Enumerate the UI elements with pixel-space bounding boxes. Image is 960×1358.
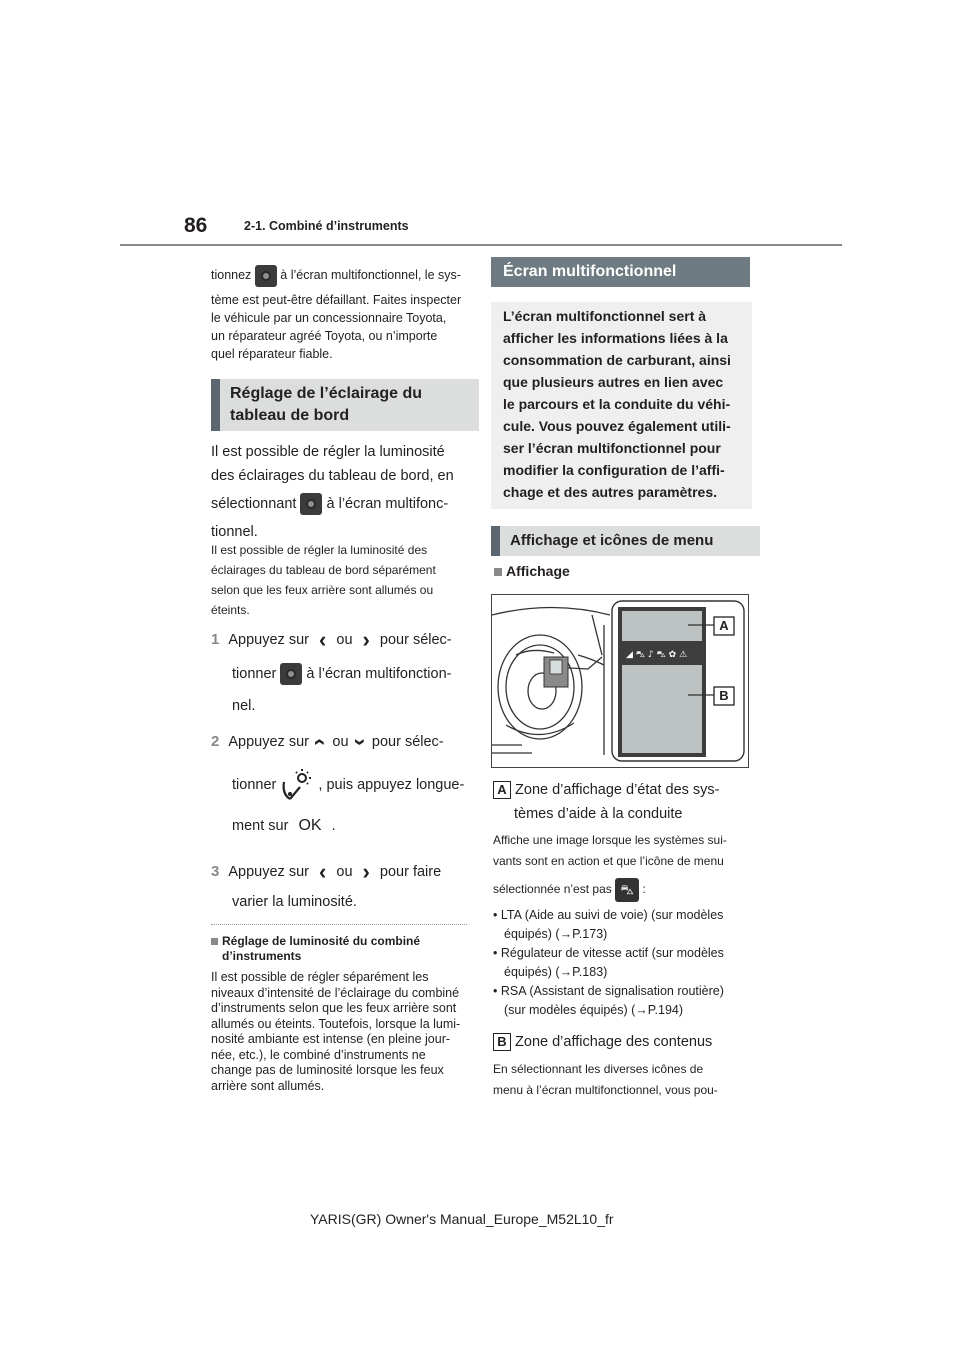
text-line: niveaux d’intensité de l’éclairage du combiné <box>211 985 460 1000</box>
text-line: ser l’écran multifonctionnel pour <box>503 440 721 456</box>
heading-line: Réglage de l’éclairage du <box>230 385 423 402</box>
lighting-paragraph <box>211 440 471 544</box>
text-line: varier la luminosité. <box>232 894 357 910</box>
footer-manual-id: YARIS(GR) Owner's Manual_Europe_M52L10_fr <box>310 1211 614 1227</box>
text-line: Appuyez sur <box>228 734 309 750</box>
text-line: le véhicule par un concessionnaire Toyota, <box>211 310 447 325</box>
continued-text <box>211 264 471 363</box>
gear-icon <box>255 265 277 287</box>
text-line: L’écran multifonctionnel sert à <box>503 308 707 324</box>
text-line: tionner <box>232 777 277 793</box>
section-heading-menu-icons: Affichage et icônes de menu <box>491 526 760 556</box>
text-line: équipés) (→P.183) <box>504 965 608 979</box>
text-line: : <box>642 882 646 896</box>
text-line: . <box>331 818 336 834</box>
instrument-illustration <box>491 594 749 768</box>
text-line: change pas de luminosité lorsque les feux <box>211 1063 444 1077</box>
text-line: un réparateur agréé Toyota, ou n’importe <box>211 328 438 343</box>
text-line: Il est possible de régler la luminosité <box>211 444 445 460</box>
text-line: née, etc.), le combiné d’instruments ne <box>211 1047 426 1062</box>
text-line: cule. Vous pouvez également utili- <box>503 418 731 434</box>
text-line: Zone d’affichage d’état des sys- <box>515 782 720 798</box>
zone-a <box>493 780 753 822</box>
zone-b-desc <box>493 1059 755 1101</box>
header-rule <box>120 244 842 246</box>
text-line: ment sur <box>232 818 289 834</box>
text-line: nel. <box>232 698 256 714</box>
text-line: éclairages du tableau de bord séparément <box>211 563 436 577</box>
divider <box>211 924 467 925</box>
subsection-heading <box>211 934 469 964</box>
text-line: à l’écran multifonctionnel, le sys- <box>280 268 461 282</box>
page-number: 86 <box>184 214 208 237</box>
list-item <box>493 906 755 944</box>
affichage-heading <box>494 563 570 579</box>
text-line: Il est possible de régler la luminosité des <box>211 543 428 557</box>
gear-icon <box>280 663 302 685</box>
text-line: tionnez <box>211 268 252 282</box>
text-line: à l’écran multifonction- <box>306 666 452 682</box>
zone-a-desc <box>493 830 755 902</box>
text-line: Appuyez sur <box>228 632 309 648</box>
text-line: vants sont en action et que l’icône de menu <box>493 854 724 868</box>
text-line: ou <box>336 632 353 648</box>
text-line: à l’écran multifonc- <box>326 496 449 512</box>
text-line: que plusieurs autres en lien avec <box>503 374 724 390</box>
chevron-right-icon: › <box>362 859 370 885</box>
text-line: tionner <box>232 666 277 682</box>
zone-b <box>493 1032 753 1052</box>
label-b-box: B <box>493 1033 511 1051</box>
text-line: Il est possible de régler séparément les <box>211 970 429 984</box>
text-line: • LTA (Aide au suivi de voie) (sur modèles <box>493 908 724 922</box>
list-item <box>493 944 755 982</box>
dashboard-drawing <box>492 595 748 767</box>
text-line: éteints. <box>211 603 250 617</box>
heading-line: Affichage <box>506 563 570 579</box>
callout-a: A <box>719 618 729 633</box>
square-bullet-icon <box>494 568 502 576</box>
square-bullet-icon <box>211 938 218 945</box>
text-line: , puis appuyez longue- <box>318 777 465 793</box>
text-line: tèmes d’aide à la conduite <box>514 806 683 822</box>
text-line: des éclairages du tableau de bord, en <box>211 468 454 484</box>
text-line: En sélectionnant les diverses icônes de <box>493 1062 704 1076</box>
text-line: équipés) (→P.173) <box>504 927 608 941</box>
callout-b: B <box>719 688 729 703</box>
chevron-down-icon: › <box>348 738 374 746</box>
text-line: sélectionnée n’est pas <box>493 882 612 896</box>
menu-icon-row: ◢ ⛍ ♪ ⛍ ✿ ⚠ <box>626 650 688 660</box>
step-3 <box>211 860 481 914</box>
text-line: sélectionnant <box>211 496 297 512</box>
text-line: afficher les informations liées à la <box>503 330 728 346</box>
text-line: allumés ou éteints. Toutefois, lorsque la lumi- <box>211 1016 461 1031</box>
step-number: 3 <box>211 863 220 880</box>
text-line: pour sélec- <box>371 734 444 750</box>
step-2 <box>211 730 481 838</box>
text-line: • Régulateur de vitesse actif (sur modèles <box>493 946 724 960</box>
text-line: menu à l’écran multifonctionnel, vous pou- <box>493 1083 718 1097</box>
lighting-note <box>211 540 471 620</box>
subsection-text <box>211 970 473 1094</box>
brightness-icon <box>280 768 314 802</box>
step-number: 1 <box>211 631 220 648</box>
text-line: (sur modèles équipés) (→P.194) <box>504 1003 684 1017</box>
gear-icon <box>300 493 322 515</box>
text-line: selon que les feux arrière sont allumés ou <box>211 583 434 597</box>
driving-assist-icon: ⛍ <box>615 878 639 902</box>
section-title: 2-1. Combiné d’instruments <box>244 219 409 233</box>
text-line: chage et des autres paramètres. <box>503 484 717 500</box>
heading-line: tableau de bord <box>230 407 350 424</box>
text-line: pour sélec- <box>379 632 452 648</box>
chevron-up-icon: ‹ <box>308 738 334 746</box>
ok-button-icon: OK <box>298 817 322 834</box>
text-line: tionnel. <box>211 524 258 540</box>
text-line: tème est peut-être défaillant. Faites inspecter <box>211 292 462 307</box>
text-line: Affiche une image lorsque les systèmes sui- <box>493 833 727 847</box>
text-line: modifier la configuration de l’affi- <box>503 462 725 478</box>
section-heading-lighting <box>211 379 479 431</box>
text-line: Zone d’affichage des contenus <box>515 1034 713 1050</box>
bullet-list <box>493 906 755 1020</box>
chevron-left-icon: ‹ <box>319 859 327 885</box>
text-line: arrière sont allumés. <box>211 1078 325 1093</box>
heading-line: d’instruments <box>222 949 302 963</box>
section-heading-multiscreen: Écran multifonctionnel <box>491 257 750 287</box>
text-line: nosité ambiante est intense (en pleine jour- <box>211 1032 451 1046</box>
text-line: consommation de carburant, ainsi <box>503 352 731 368</box>
step-number: 2 <box>211 733 220 750</box>
text-line: quel réparateur fiable. <box>211 346 333 361</box>
heading-line: Réglage de luminosité du combiné <box>222 934 421 948</box>
text-line: le parcours et la conduite du véhi- <box>503 396 731 412</box>
chevron-right-icon: › <box>362 627 370 653</box>
chevron-left-icon: ‹ <box>319 627 327 653</box>
label-a-box: A <box>493 781 511 799</box>
text-line: ou <box>332 734 349 750</box>
text-line: Appuyez sur <box>228 864 309 880</box>
text-line: ou <box>336 864 353 880</box>
step-1 <box>211 628 481 718</box>
text-line: • RSA (Assistant de signalisation routière) <box>493 984 724 998</box>
text-line: d’instruments selon que les feux arrière sont <box>211 1001 457 1015</box>
intro-box <box>491 302 752 509</box>
text-line: pour faire <box>379 864 442 880</box>
list-item <box>493 982 755 1020</box>
